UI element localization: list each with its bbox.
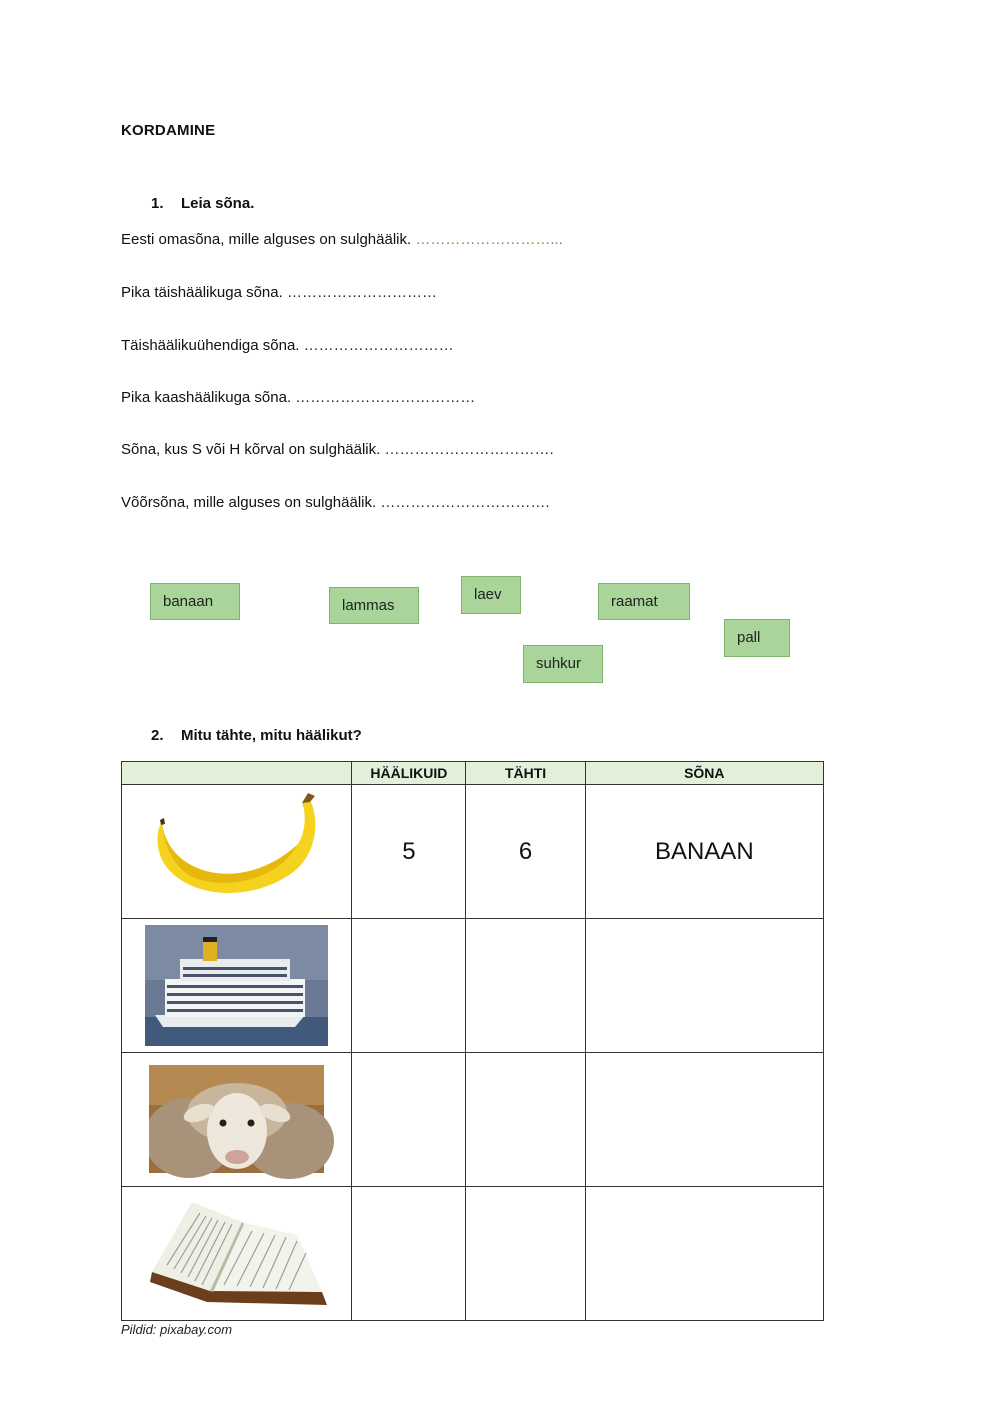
section-1-title: Leia sõna. [181, 195, 255, 212]
sona-cell[interactable] [585, 1053, 823, 1187]
sheep-image [149, 1053, 379, 1186]
question-3-text: Täishäälikuühendiga sõna. [121, 337, 300, 354]
document-title: KORDAMINE [121, 122, 216, 139]
tahti-cell[interactable] [466, 1187, 585, 1321]
image-cell [122, 785, 352, 919]
image-cell [122, 1053, 352, 1187]
table-row [122, 1053, 824, 1187]
question-1 [121, 231, 563, 248]
section-2-heading [151, 727, 362, 744]
answer-blank-5[interactable]: ……………………………. [380, 441, 554, 458]
answer-blank-4[interactable]: ……………………………… [291, 389, 476, 406]
question-6 [121, 494, 550, 511]
header-haalikuid: HÄÄLIKUID [352, 762, 466, 785]
question-2-text: Pika täishäälikuga sõna. [121, 284, 283, 301]
table-row [122, 919, 824, 1053]
haalikuid-cell[interactable] [352, 1187, 466, 1321]
word-chip-laev[interactable]: laev [461, 576, 521, 614]
word-chip-banaan[interactable]: banaan [150, 583, 240, 620]
header-image [122, 762, 352, 785]
word-chip-suhkur[interactable]: suhkur [523, 645, 603, 683]
tahti-cell[interactable]: 6 [466, 785, 585, 919]
open-book-image [122, 1187, 352, 1320]
header-tahti: TÄHTI [466, 762, 585, 785]
answer-blank-6[interactable]: ……………………………. [376, 494, 550, 511]
table-row [122, 1187, 824, 1321]
sona-cell[interactable] [585, 1187, 823, 1321]
banana-image [122, 785, 352, 918]
question-4 [121, 389, 475, 406]
section-2-title: Mitu tähte, mitu häälikut? [181, 727, 362, 744]
image-credit: Pildid: pixabay.com [121, 1322, 233, 1337]
question-1-text: Eesti omasõna, mille alguses on sulghäälik. [121, 231, 412, 248]
question-5-text: Sõna, kus S või H kõrval on sulghäälik. [121, 441, 381, 458]
word-chip-pall[interactable]: pall [724, 619, 790, 657]
haalikuid-cell[interactable] [352, 919, 466, 1053]
question-2 [121, 284, 437, 301]
table-row [122, 785, 824, 919]
question-4-text: Pika kaashäälikuga sõna. [121, 389, 292, 406]
tahti-cell[interactable] [466, 919, 585, 1053]
cruise-ship-image [145, 919, 375, 1052]
word-chip-lammas[interactable]: lammas [329, 587, 419, 624]
sona-cell[interactable] [585, 919, 823, 1053]
answer-blank-2[interactable]: ………………………… [282, 284, 437, 301]
answer-blank-1[interactable]: ………………………... [411, 231, 563, 248]
sona-cell[interactable]: BANAAN [585, 785, 823, 919]
image-cell [122, 919, 352, 1053]
haalikuid-cell[interactable] [352, 1053, 466, 1187]
letters-sounds-table [121, 761, 824, 1321]
header-sona: SÕNA [585, 762, 823, 785]
haalikuid-cell[interactable]: 5 [352, 785, 466, 919]
image-cell [122, 1187, 352, 1321]
word-chip-raamat[interactable]: raamat [598, 583, 690, 620]
question-5 [121, 441, 554, 458]
tahti-cell[interactable] [466, 1053, 585, 1187]
table-header-row [122, 762, 824, 785]
question-6-text: Võõrsõna, mille alguses on sulghäälik. [121, 494, 377, 511]
section-1-number: 1. [151, 195, 164, 212]
answer-blank-3[interactable]: ………………………… [299, 337, 454, 354]
section-2-number: 2. [151, 727, 164, 744]
question-3 [121, 337, 454, 354]
section-1-heading [151, 195, 254, 212]
